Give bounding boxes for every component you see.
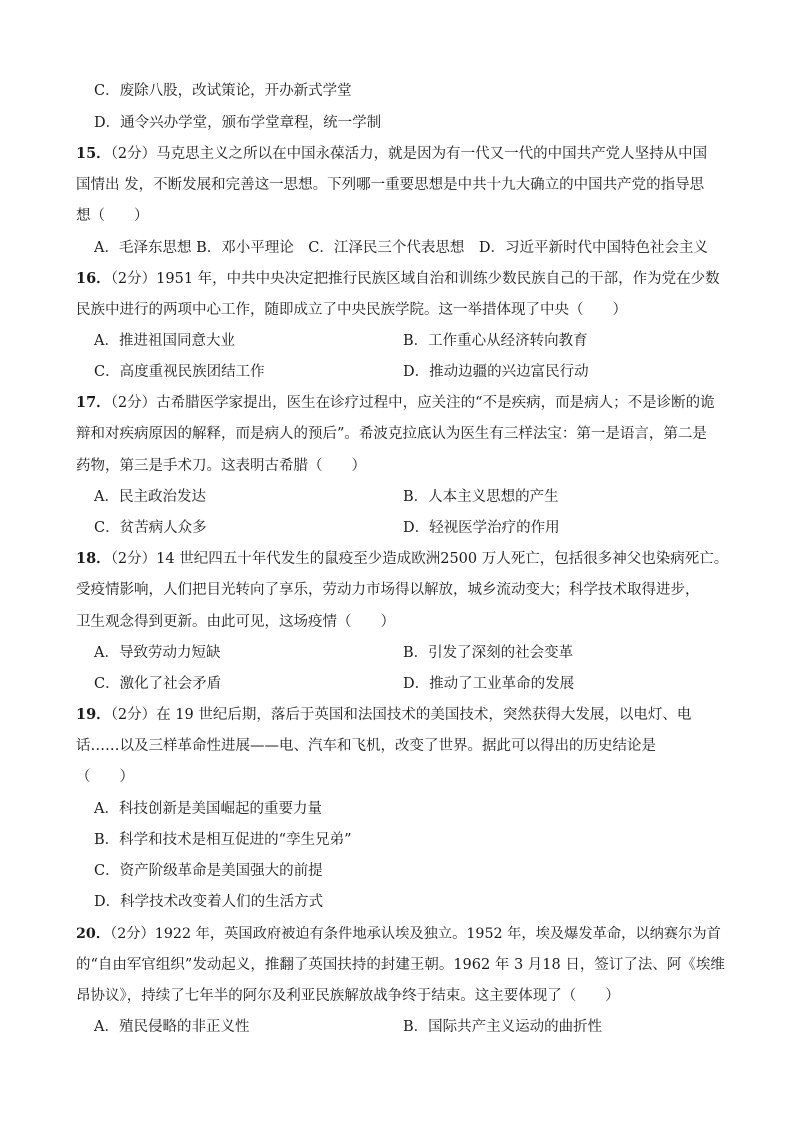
option-b: B．科学和技术是相互促进的“孪生兄弟” [94,832,352,848]
question-text: （2分）1922 年，英国政府被迫有条件地承认埃及独立。1952 年，埃及爆发革命，以纳赛尔为首 [110,926,721,942]
option-d: D．科学技术改变着人们的生活方式 [94,894,324,910]
option-c: C．贫苦病人众多 [94,520,207,536]
question-number: 17． [76,394,111,411]
question-number: 19． [76,706,111,723]
option-b: B．工作重心从经济转向教育 [403,333,588,349]
option-b: B．引发了深刻的社会变革 [403,645,574,661]
question-number: 16． [76,270,111,287]
option-a: A．导致劳动力短缺 [94,645,221,661]
question-17-line2: 辩和对疾病原因的解释，而是病人的预后”。希波克拉底认为医生有三样法宝：第一是语言，第二是 [76,426,707,442]
question-text: （2分）马克思主义之所以在中国永葆活力，就是因为有一代又一代的中国共产党人坚持从中国 [110,146,708,162]
question-20-line3: 昂协议》，持续了七年半的阿尔及利亚民族解放战争终于结束。这主要体现了（ ） [76,988,620,1004]
option-b: B．人本主义思想的产生 [403,489,559,505]
question-17-line3: 药物，第三是手术刀。这表明古希腊（ ） [76,458,366,474]
option-c: C．激化了社会矛盾 [94,676,222,692]
option-a: A．民主政治发达 [94,489,206,505]
option-b: B．国际共产主义运动的曲折性 [403,1019,603,1035]
question-19-line3: （ ） [76,769,134,785]
question-text: （2分）古希腊医学家提出，医生在诊疗过程中，应关注的“不是疾病，而是病人；不是诊断的诡 [110,395,715,411]
question-number: 20． [76,926,111,942]
question-number: 15． [76,145,111,162]
question-18-line1 [76,549,728,569]
option-c: C．资产阶级革命是美国强大的前提 [94,863,323,879]
option-a: A．推进祖国同意大业 [94,333,235,349]
option-d: D．推动边疆的兴边富民行动 [403,364,589,380]
option-d: D．轻视医学治疗的作用 [403,520,560,536]
question-text: （2分）14 世纪四五十年代发生的鼠疫至少造成欧洲2500 万人死亡，包括很多神父也染病死亡。 [110,551,729,567]
question-15-line3: 想（ ） [76,208,149,224]
option-d: D．推动了工业革命的发展 [403,676,575,692]
question-15-line1 [76,144,707,164]
option-a: A．科技创新是美国崛起的重要力量 [94,801,322,817]
option-a: A．殖民侵略的非正义性 [94,1019,250,1035]
question-17-line1 [76,393,715,413]
question-15-line2: 国情出 发，不断发展和完善这一思想。下列哪一重要思想是中共十九大确立的中国共产党的指导思 [76,177,705,193]
option-d-prev: D．通令兴办学堂，颁布学堂章程，统一学制 [94,115,382,131]
option-c: C．高度重视民族团结工作 [94,364,265,380]
question-18-line3: 卫生观念得到更新。由此可见，这场疫情（ ） [76,614,395,630]
question-16-line1 [76,269,720,289]
question-15-options: A．毛泽东思想 B．邓小平理论 C．江泽民三个代表思想 D．习近平新时代中国特色社会主义 [94,240,708,256]
question-20-line1 [76,924,721,944]
question-text: （2分）1951 年，中共中央决定把推行民族区域自治和训练少数民族自己的干部，作为党在少数 [110,271,720,287]
question-20-line2: 的“自由军官组织”发动起义，推翻了英国扶持的封建王朝。1962 年 3 月18 日，签订了法、阿《埃维 [76,957,725,973]
question-number: 18． [76,550,111,567]
question-19-line2: 话……以及三样革命性进展——电、汽车和飞机，改变了世界。据此可以得出的历史结论是 [76,738,656,754]
question-16-line2: 民族中进行的两项中心工作，随即成立了中央民族学院。这一举措体现了中央（ ） [76,302,627,318]
option-c-prev: C．废除八股，改试策论，开办新式学堂 [94,83,352,99]
question-18-line2: 受疫情影响，人们把目光转向了享乐，劳动力市场得以解放，城乡流动变大；科学技术取得进步， [76,582,700,598]
question-text: （2分）在 19 世纪后期，落后于英国和法国技术的美国技术，突然获得大发展，以电灯、电 [110,707,692,723]
question-19-line1 [76,705,691,725]
